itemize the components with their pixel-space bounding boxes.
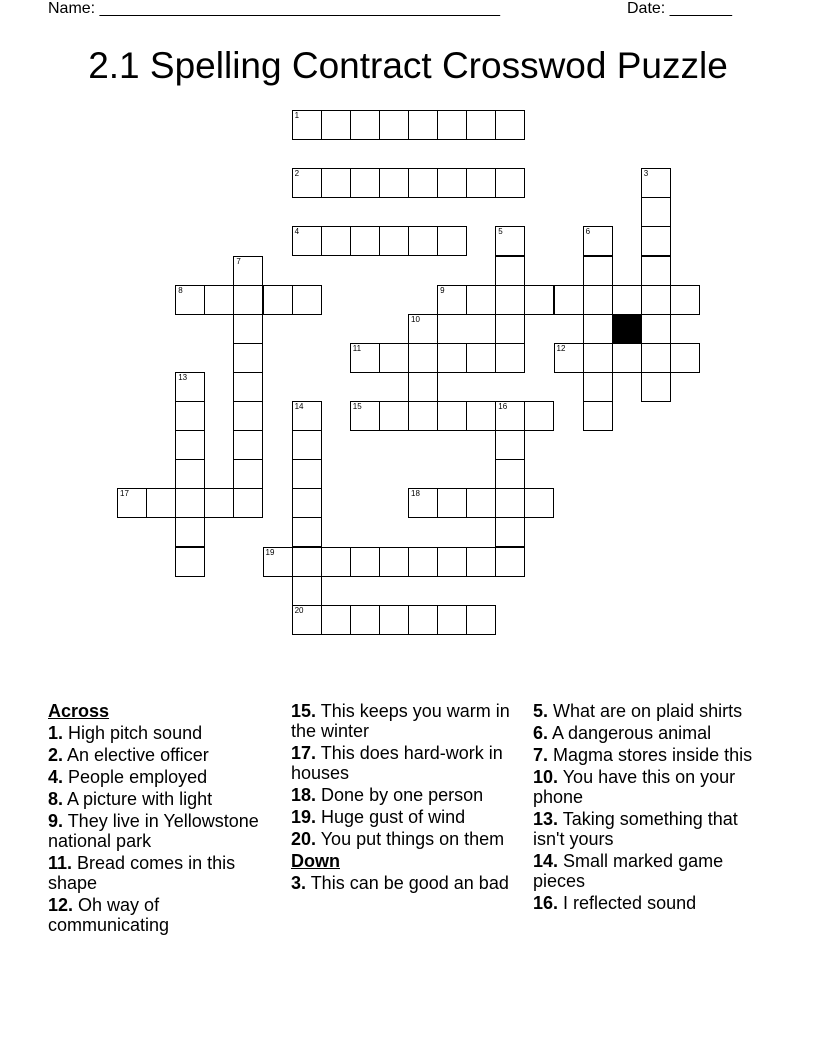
- clue: [291, 785, 523, 805]
- grid-cell[interactable]: [495, 314, 525, 344]
- grid-cell[interactable]: [350, 110, 380, 140]
- clue-text: What are on plaid shirts: [548, 701, 743, 721]
- grid-cell[interactable]: [263, 547, 293, 577]
- grid-cell[interactable]: [641, 314, 671, 344]
- clue: [48, 723, 283, 743]
- grid-cell[interactable]: [466, 110, 496, 140]
- grid-cell[interactable]: [466, 488, 496, 518]
- grid-cell[interactable]: [292, 488, 322, 518]
- grid-cell[interactable]: [583, 256, 613, 286]
- clue-number: 5.: [533, 701, 549, 721]
- grid-cell[interactable]: [466, 605, 496, 635]
- grid-cell[interactable]: [466, 168, 496, 198]
- grid-cell[interactable]: [350, 343, 380, 373]
- grid-cell[interactable]: [466, 343, 496, 373]
- clue: [533, 767, 773, 807]
- clue: [48, 853, 283, 893]
- clue-number: 11: [352, 343, 362, 353]
- clue-text: An elective officer: [63, 745, 209, 765]
- grid-cell[interactable]: [583, 401, 613, 431]
- grid-cell[interactable]: [437, 110, 467, 140]
- grid-cell[interactable]: [263, 285, 293, 315]
- clue-text: A picture with light: [63, 789, 213, 809]
- grid-cell[interactable]: [321, 110, 351, 140]
- grid-cell[interactable]: [612, 343, 642, 373]
- grid-cell[interactable]: [583, 343, 613, 373]
- clue: [533, 851, 773, 891]
- grid-cell[interactable]: [641, 256, 671, 286]
- grid-cell[interactable]: [641, 197, 671, 227]
- grid-cell[interactable]: [466, 401, 496, 431]
- clue-number: 1: [294, 111, 300, 120]
- grid-cell[interactable]: [233, 285, 263, 315]
- grid-cell[interactable]: [321, 605, 351, 635]
- clue: [533, 893, 773, 913]
- grid-cell[interactable]: [437, 343, 467, 373]
- clue-number: 16.: [533, 893, 559, 913]
- clue-column-2: [291, 701, 523, 895]
- grid-cell[interactable]: [233, 459, 263, 489]
- clue-number: 14: [294, 402, 304, 411]
- clue-number: 9.: [48, 811, 64, 831]
- grid-cell[interactable]: [495, 256, 525, 286]
- grid-cell[interactable]: [233, 314, 263, 344]
- clue: [291, 807, 523, 827]
- grid-cell[interactable]: [233, 401, 263, 431]
- grid-cell[interactable]: [495, 226, 525, 256]
- grid-cell[interactable]: [379, 401, 409, 431]
- grid-cell[interactable]: [292, 605, 322, 635]
- grid-cell[interactable]: [495, 285, 525, 315]
- grid-cell[interactable]: [379, 547, 409, 577]
- grid-cell[interactable]: [175, 517, 205, 547]
- grid-cell[interactable]: [350, 401, 380, 431]
- grid-cell[interactable]: [583, 314, 613, 344]
- grid-cell[interactable]: [292, 401, 322, 431]
- grid-cell[interactable]: [524, 401, 554, 431]
- grid-cell[interactable]: [495, 459, 525, 489]
- clue-text: They live in Yellowstone national park: [48, 811, 259, 851]
- clue-number: 20: [294, 605, 304, 615]
- clue-text: Taking something that isn't yours: [533, 809, 738, 849]
- grid-cell[interactable]: [466, 285, 496, 315]
- grid-cell[interactable]: [437, 605, 467, 635]
- clue-number: 11.: [48, 853, 73, 873]
- grid-cell[interactable]: [233, 488, 263, 518]
- grid-cell[interactable]: [524, 488, 554, 518]
- grid-cell[interactable]: [437, 285, 467, 315]
- grid-cell[interactable]: [292, 517, 322, 547]
- grid-cell[interactable]: [437, 226, 467, 256]
- clue-number: 3.: [291, 873, 307, 893]
- clue-text: You put things on them: [316, 829, 505, 849]
- grid-cell[interactable]: [321, 547, 351, 577]
- grid-cell[interactable]: [175, 547, 205, 577]
- clue-number: 8: [178, 285, 183, 295]
- grid-cell[interactable]: [379, 605, 409, 635]
- grid-cell[interactable]: [524, 285, 554, 315]
- grid-cell[interactable]: [641, 372, 671, 402]
- grid-cell[interactable]: [583, 285, 613, 315]
- clue: [533, 723, 773, 743]
- clue: [533, 745, 773, 765]
- grid-cell[interactable]: [204, 285, 234, 315]
- clue-text: This can be good an bad: [306, 873, 509, 893]
- grid-cell[interactable]: [554, 285, 584, 315]
- clue-text: You have this on your phone: [533, 767, 736, 807]
- grid-cell[interactable]: [117, 488, 147, 518]
- clue-text: I reflected sound: [558, 893, 697, 913]
- grid-cell[interactable]: [204, 488, 234, 518]
- date-field[interactable]: Date: _______: [627, 0, 732, 17]
- grid-cell[interactable]: [408, 401, 438, 431]
- grid-cell[interactable]: [437, 401, 467, 431]
- clue-number: 15: [352, 402, 362, 411]
- clue: [48, 789, 283, 809]
- clue-number: 17.: [291, 743, 317, 763]
- grid-cell[interactable]: [379, 226, 409, 256]
- grid-cell[interactable]: [408, 314, 438, 344]
- grid-cell[interactable]: [350, 226, 380, 256]
- grid-cell[interactable]: [670, 343, 700, 373]
- grid-cell[interactable]: [495, 401, 525, 431]
- grid-cell[interactable]: [350, 605, 380, 635]
- grid-cell[interactable]: [175, 430, 205, 460]
- grid-cell[interactable]: [292, 168, 322, 198]
- clue-number: 7: [236, 256, 241, 266]
- grid-cell[interactable]: [379, 110, 409, 140]
- clue-number: 8.: [48, 789, 64, 809]
- clue-number: 1.: [48, 723, 64, 743]
- grid-cell[interactable]: [583, 372, 613, 402]
- grid-cell[interactable]: [292, 110, 322, 140]
- grid-cell[interactable]: [146, 488, 176, 518]
- clue: [48, 895, 283, 935]
- clue: [48, 767, 283, 787]
- clue-number: 4: [294, 227, 300, 237]
- clue-number: 9: [440, 285, 445, 295]
- grid-cell[interactable]: [495, 168, 525, 198]
- grid-cell[interactable]: [379, 343, 409, 373]
- clue-number: 20.: [291, 829, 317, 849]
- grid-cell[interactable]: [350, 547, 380, 577]
- grid-cell[interactable]: [408, 605, 438, 635]
- clue-number: 19.: [291, 807, 317, 827]
- clue-text: Done by one person: [316, 785, 484, 805]
- grid-cell[interactable]: [321, 168, 351, 198]
- clue-number: 18.: [291, 785, 317, 805]
- clue: [533, 701, 773, 721]
- grid-cell[interactable]: [495, 343, 525, 373]
- name-field[interactable]: Name: _____________________________________________: [48, 0, 500, 17]
- grid-cell[interactable]: [408, 547, 438, 577]
- grid-cell[interactable]: [641, 226, 671, 256]
- grid-cell[interactable]: [554, 343, 584, 373]
- grid-cell[interactable]: [641, 285, 671, 315]
- clue-section-heading: Down: [291, 851, 340, 871]
- grid-cell[interactable]: [408, 488, 438, 518]
- clue-text: This keeps you warm in the winter: [291, 701, 510, 741]
- grid-cell[interactable]: [437, 168, 467, 198]
- clue-text: Bread comes in this shape: [48, 853, 236, 893]
- grid-cell[interactable]: [233, 372, 263, 402]
- clue-number: 6: [585, 227, 591, 237]
- clue-number: 16: [498, 402, 508, 411]
- clue-number: 5: [498, 227, 503, 237]
- clue-text: Small marked game pieces: [533, 851, 724, 891]
- grid-cell[interactable]: [466, 547, 496, 577]
- clue-number: 12.: [48, 895, 74, 915]
- grid-cell[interactable]: [437, 488, 467, 518]
- grid-cell[interactable]: [292, 459, 322, 489]
- clue: [291, 829, 523, 849]
- clue-number: 13: [178, 372, 188, 382]
- clue-text: Oh way of communicating: [48, 895, 170, 935]
- clue-text: Huge gust of wind: [316, 807, 466, 827]
- grid-cell[interactable]: [641, 168, 671, 198]
- clue-number: 10: [411, 314, 420, 324]
- grid-cell[interactable]: [175, 488, 205, 518]
- clue: [48, 811, 283, 851]
- clue: [533, 809, 773, 849]
- clue-text: Magma stores inside this: [548, 745, 753, 765]
- clue-section-heading: Across: [48, 701, 110, 721]
- clue-text: This does hard-work in houses: [291, 743, 503, 783]
- grid-cell[interactable]: [175, 401, 205, 431]
- clue-number: 7.: [533, 745, 549, 765]
- clue-column-3: [533, 701, 773, 915]
- black-cell: [612, 314, 642, 344]
- grid-cell[interactable]: [292, 285, 322, 315]
- clue-number: 3: [643, 169, 649, 179]
- page-title: 2.1 Spelling Contract Crosswod Puzzle: [88, 45, 728, 86]
- grid-cell[interactable]: [408, 343, 438, 373]
- clue-number: 18: [411, 489, 420, 499]
- grid-cell[interactable]: [233, 430, 263, 460]
- clue: [291, 701, 523, 741]
- grid-cell[interactable]: [379, 168, 409, 198]
- grid-cell[interactable]: [408, 168, 438, 198]
- grid-cell[interactable]: [292, 576, 322, 606]
- grid-cell[interactable]: [495, 488, 525, 518]
- grid-cell[interactable]: [292, 547, 322, 577]
- clue-text: High pitch sound: [63, 723, 203, 743]
- grid-cell[interactable]: [495, 430, 525, 460]
- grid-cell[interactable]: [612, 285, 642, 315]
- grid-cell[interactable]: [495, 110, 525, 140]
- clue: [291, 743, 523, 783]
- clue: [48, 745, 283, 765]
- grid-cell[interactable]: [233, 343, 263, 373]
- clue: [291, 873, 523, 893]
- clue-text: People employed: [63, 767, 208, 787]
- grid-cell[interactable]: [292, 226, 322, 256]
- clue-number: 17: [120, 489, 129, 499]
- clue-number: 19: [265, 547, 275, 557]
- grid-cell[interactable]: [233, 256, 263, 286]
- clue-number: 15.: [291, 701, 317, 721]
- grid-cell[interactable]: [321, 226, 351, 256]
- grid-cell[interactable]: [408, 226, 438, 256]
- clue-number: 10.: [533, 767, 559, 787]
- grid-cell[interactable]: [350, 168, 380, 198]
- grid-cell[interactable]: [437, 547, 467, 577]
- grid-cell[interactable]: [408, 372, 438, 402]
- clue-number: 13.: [533, 809, 559, 829]
- clue-number: 6.: [533, 723, 549, 743]
- grid-cell[interactable]: [175, 285, 205, 315]
- grid-cell[interactable]: [175, 372, 205, 402]
- clue-number: 14.: [533, 851, 559, 871]
- grid-cell[interactable]: [175, 459, 205, 489]
- grid-cell[interactable]: [292, 430, 322, 460]
- clue-column-1: [48, 701, 283, 937]
- clue-number: 2: [294, 169, 300, 179]
- grid-cell[interactable]: [670, 285, 700, 315]
- clue-number: 4.: [48, 767, 64, 787]
- grid-cell[interactable]: [495, 547, 525, 577]
- clue-text: A dangerous animal: [548, 723, 712, 743]
- grid-cell[interactable]: [641, 343, 671, 373]
- grid-cell[interactable]: [408, 110, 438, 140]
- grid-cell[interactable]: [583, 226, 613, 256]
- clue-number: 2.: [48, 745, 64, 765]
- grid-cell[interactable]: [495, 517, 525, 547]
- clue-number: 12: [556, 343, 566, 353]
